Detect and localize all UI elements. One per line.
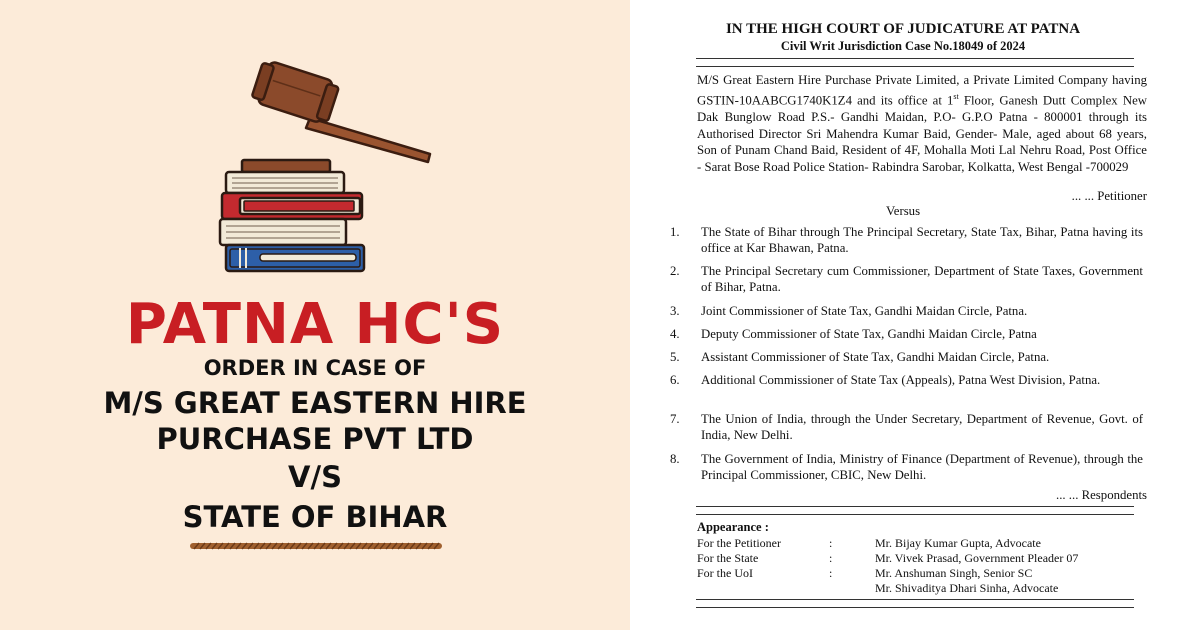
- headline-title: PATNA HC'S: [125, 292, 505, 357]
- respondent-item: [670, 224, 1143, 257]
- ordinal-suffix: st: [953, 91, 959, 101]
- petitioner-text-cont: Floor, Ganesh Dutt Complex New Dak Bunglow Road P.S.- Gandhi Maidan, P.O- G.P.O Patna - 800001 through its Authorised Director Sri Mahendra Kumar Baid, Gender- Male, aged about 68 years, Son of Punam Chand Baid, Resident of 4F, Mohalla Moti Lal Nehru Road, Post Office - Sarat Bose Road Police Station- Rabindra Sarobar, Kolkatta, West Bengal -700029: [697, 93, 1147, 175]
- petitioner-text: M/S Great Eastern Hire Purchase Private Limited, a Private Limited Company having GSTIN-10AABCG1740K1Z4 and its office at 1: [697, 73, 1147, 108]
- respondent-text: Additional Commissioner of State Tax (Appeals), Patna West Division, Patna.: [701, 373, 1101, 387]
- petitioner-role: ... ... Petitioner: [1071, 189, 1147, 203]
- appearance-colon: :: [829, 536, 833, 550]
- respondent-item: [670, 372, 1143, 388]
- respondent-number: 4.: [670, 327, 680, 341]
- respondent-number: 6.: [670, 373, 680, 387]
- respondent-text: Deputy Commissioner of State Tax, Gandhi Maidan Circle, Patna: [701, 327, 1037, 341]
- appearance-party: For the Petitioner: [697, 536, 781, 550]
- appearance-counsel: Mr. Shivaditya Dhari Sinha, Advocate: [875, 581, 1059, 595]
- respondent-item: [670, 326, 1143, 342]
- respondent-number: 5.: [670, 350, 680, 364]
- respondent-number: 3.: [670, 304, 680, 318]
- appearance-counsel: Mr. Anshuman Singh, Senior SC: [875, 566, 1033, 580]
- case-number: Civil Writ Jurisdiction Case No.18049 of 2024: [780, 39, 1026, 53]
- respondent-text: Assistant Commissioner of State Tax, Gandhi Maidan Circle, Patna.: [701, 350, 1050, 364]
- judgment-document: [630, 0, 1200, 630]
- gavel-and-books-illustration: [200, 48, 450, 283]
- respondent-item: [670, 349, 1143, 365]
- books-stack-icon: [220, 160, 364, 271]
- appearance-party: For the State: [697, 551, 759, 565]
- appearance-colon: :: [829, 566, 833, 580]
- headline-party-line-1: M/S GREAT EASTERN HIRE: [103, 386, 527, 420]
- headline-subtitle: ORDER IN CASE OF: [203, 356, 427, 380]
- headline-party-line-3: STATE OF BIHAR: [182, 500, 448, 534]
- versus-label: Versus: [885, 204, 921, 218]
- petitioner-details: [697, 72, 1147, 176]
- gavel-icon: [250, 59, 430, 162]
- double-rule-divider: [696, 599, 1134, 608]
- respondent-text: The Union of India, through the Under Secretary, Department of Revenue, Govt. of India, New Delhi.: [701, 412, 1143, 443]
- court-title: IN THE HIGH COURT OF JUDICATURE AT PATNA: [725, 21, 1081, 37]
- respondents-role: ... ... Respondents: [1056, 488, 1147, 502]
- respondent-number: 8.: [670, 452, 680, 466]
- respondent-text: The State of Bihar through The Principal Secretary, State Tax, Bihar, Patna having its office at Kar Bhawan, Patna.: [701, 225, 1143, 256]
- respondent-text: The Principal Secretary cum Commissioner, Department of State Taxes, Government of Bihar, Patna.: [701, 264, 1143, 295]
- respondent-number: 1.: [670, 225, 680, 239]
- appearance-counsel: Mr. Vivek Prasad, Government Pleader 07: [875, 551, 1079, 565]
- appearance-heading: Appearance :: [697, 520, 769, 534]
- appearance-counsel: Mr. Bijay Kumar Gupta, Advocate: [875, 536, 1041, 550]
- appearance-colon: :: [829, 551, 833, 565]
- respondent-item: [670, 451, 1143, 484]
- double-rule-divider: [696, 506, 1134, 515]
- rope-divider-icon: [190, 542, 442, 550]
- headline-party-line-2: PURCHASE PVT LTD: [156, 422, 474, 456]
- respondent-text: The Government of India, Ministry of Finance (Department of Revenue), through the Principal Commissioner, CBIC, New Delhi.: [701, 452, 1143, 483]
- respondent-item: [670, 263, 1143, 296]
- respondent-number: 7.: [670, 412, 680, 426]
- respondent-item: [670, 411, 1143, 444]
- headline-versus: V/S: [288, 460, 342, 494]
- appearance-party: For the UoI: [697, 566, 753, 580]
- respondent-text: Joint Commissioner of State Tax, Gandhi Maidan Circle, Patna.: [701, 304, 1028, 318]
- double-rule-divider: [696, 58, 1134, 67]
- respondent-item: [670, 303, 1143, 319]
- respondent-number: 2.: [670, 264, 680, 278]
